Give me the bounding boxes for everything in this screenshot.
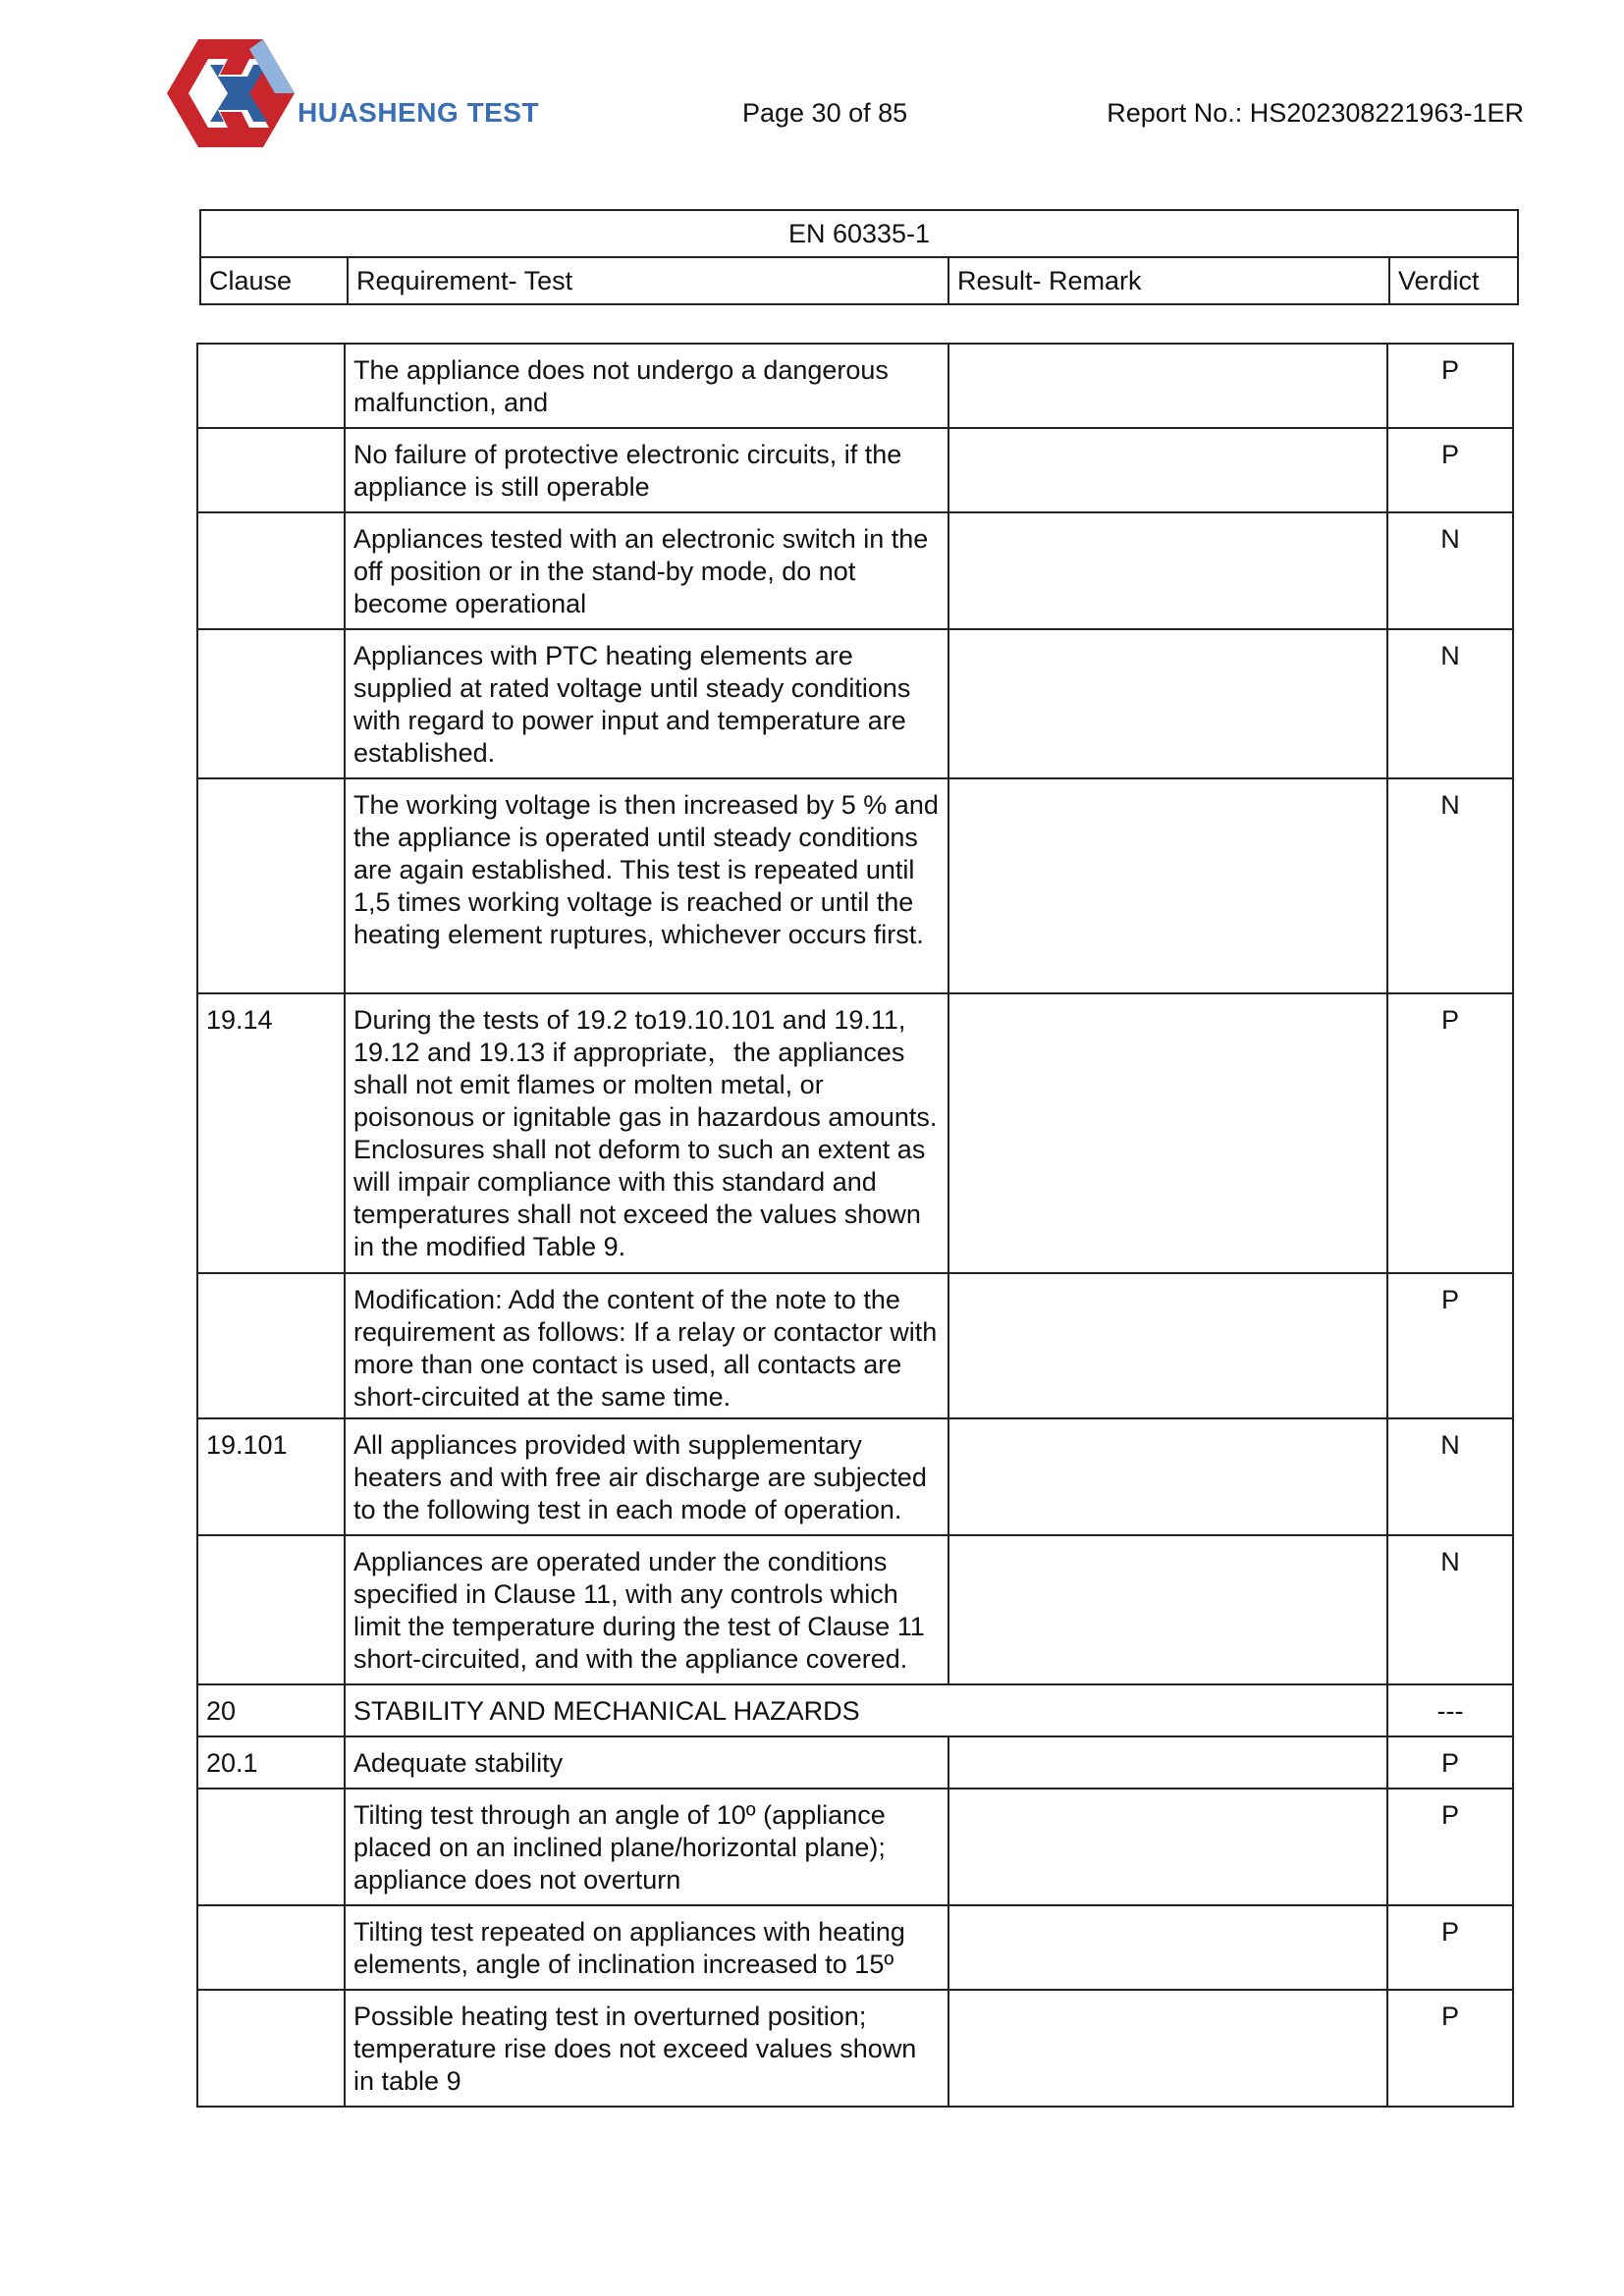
remark-cell — [948, 1990, 1387, 2107]
verdict-cell: N — [1387, 629, 1513, 778]
clause-cell — [197, 428, 345, 512]
requirement-cell: Possible heating test in overturned position; temperature rise does not exceed values shown in table 9 — [345, 1990, 948, 2107]
clause-cell — [197, 778, 345, 993]
verdict-cell: P — [1387, 344, 1513, 428]
remark-cell — [948, 428, 1387, 512]
verdict-cell: P — [1387, 1990, 1513, 2107]
table-row — [197, 1273, 1513, 1418]
requirement-cell: No failure of protective electronic circuits, if the appliance is still operable — [345, 428, 948, 512]
requirement-cell: The working voltage is then increased by 5 % and the appliance is operated until steady conditions are again established. This test is repeated until 1,5 times working voltage is reached or until the heating element ruptures, whichever occurs first. — [345, 778, 948, 993]
standard-title: EN 60335-1 — [200, 210, 1518, 257]
verdict-cell: P — [1387, 993, 1513, 1273]
table-row — [197, 1418, 1513, 1535]
huasheng-logo — [165, 35, 297, 151]
remark-cell — [948, 629, 1387, 778]
clause-cell: 20.1 — [197, 1736, 345, 1789]
remark-cell — [948, 1905, 1387, 1990]
verdict-cell: P — [1387, 1789, 1513, 1905]
verdict-cell: N — [1387, 512, 1513, 629]
verdict-cell: N — [1387, 1418, 1513, 1535]
requirements-table — [196, 343, 1514, 2108]
clause-cell: 19.101 — [197, 1418, 345, 1535]
table-row — [197, 344, 1513, 428]
table-row — [197, 1684, 1513, 1736]
clause-cell: 19.14 — [197, 993, 345, 1273]
verdict-cell: N — [1387, 1535, 1513, 1684]
requirement-cell: Adequate stability — [345, 1736, 948, 1789]
clause-cell — [197, 1273, 345, 1418]
requirement-cell: Appliances with PTC heating elements are supplied at rated voltage until steady conditions with regard to power input and temperature are established. — [345, 629, 948, 778]
requirement-cell: All appliances provided with supplementary heaters and with free air discharge are subjected to the following test in each mode of operation. — [345, 1418, 948, 1535]
table-row — [197, 1789, 1513, 1905]
column-header-remark: Result- Remark — [948, 257, 1389, 304]
remark-cell — [948, 1273, 1387, 1418]
remark-cell — [948, 344, 1387, 428]
remark-cell — [948, 1418, 1387, 1535]
verdict-cell: P — [1387, 1273, 1513, 1418]
table-row — [197, 778, 1513, 993]
remark-cell — [948, 778, 1387, 993]
clause-cell — [197, 1535, 345, 1684]
requirement-cell: Tilting test repeated on appliances with heating elements, angle of inclination increased to 15º — [345, 1905, 948, 1990]
column-header-verdict: Verdict — [1389, 257, 1518, 304]
requirement-cell: STABILITY AND MECHANICAL HAZARDS — [345, 1684, 1387, 1736]
remark-cell — [948, 1789, 1387, 1905]
clause-cell — [197, 629, 345, 778]
clause-cell: 20 — [197, 1684, 345, 1736]
remark-cell — [948, 1736, 1387, 1789]
clause-cell — [197, 1905, 345, 1990]
column-header-clause: Clause — [200, 257, 348, 304]
page-header — [0, 0, 1624, 157]
table-row — [197, 1990, 1513, 2107]
verdict-cell: P — [1387, 1736, 1513, 1789]
verdict-cell: N — [1387, 778, 1513, 993]
brand-name: HUASHENG TEST — [298, 97, 540, 128]
clause-cell — [197, 1789, 345, 1905]
verdict-cell: --- — [1387, 1684, 1513, 1736]
report-number: Report No.: HS202308221963-1ER — [1107, 98, 1524, 128]
table-header — [199, 209, 1519, 305]
requirement-cell: Modification: Add the content of the note to the requirement as follows: If a relay or contactor with more than one contact is used, all contacts are short-circuited at the same time. — [345, 1273, 948, 1418]
clause-cell — [197, 1990, 345, 2107]
requirement-cell: The appliance does not undergo a dangerous malfunction, and — [345, 344, 948, 428]
remark-cell — [948, 993, 1387, 1273]
column-header-requirement: Requirement- Test — [348, 257, 948, 304]
remark-cell — [948, 512, 1387, 629]
table-row — [197, 512, 1513, 629]
requirement-cell: Tilting test through an angle of 10º (appliance placed on an inclined plane/horizontal plane); appliance does not overturn — [345, 1789, 948, 1905]
verdict-cell: P — [1387, 428, 1513, 512]
clause-cell — [197, 344, 345, 428]
requirement-cell: Appliances are operated under the conditions specified in Clause 11, with any controls which limit the temperature during the test of Clause 11 short-circuited, and with the appliance covered. — [345, 1535, 948, 1684]
table-row — [197, 1736, 1513, 1789]
table-row — [197, 428, 1513, 512]
requirement-cell: Appliances tested with an electronic switch in the off position or in the stand-by mode, do not become operational — [345, 512, 948, 629]
page-number: Page 30 of 85 — [742, 98, 908, 128]
table-row — [197, 1535, 1513, 1684]
clause-cell — [197, 512, 345, 629]
requirement-cell: During the tests of 19.2 to19.10.101 and 19.11, 19.12 and 19.13 if appropriate，the appliances shall not emit flames or molten metal, or poisonous or ignitable gas in hazardous amounts. Enclosures shall not deform to such an extent as will impair compliance with this standard and temperatures shall not exceed the values shown in the modified Table 9. — [345, 993, 948, 1273]
verdict-cell: P — [1387, 1905, 1513, 1990]
remark-cell — [948, 1535, 1387, 1684]
table-row — [197, 993, 1513, 1273]
table-row — [197, 1905, 1513, 1990]
table-row — [197, 629, 1513, 778]
